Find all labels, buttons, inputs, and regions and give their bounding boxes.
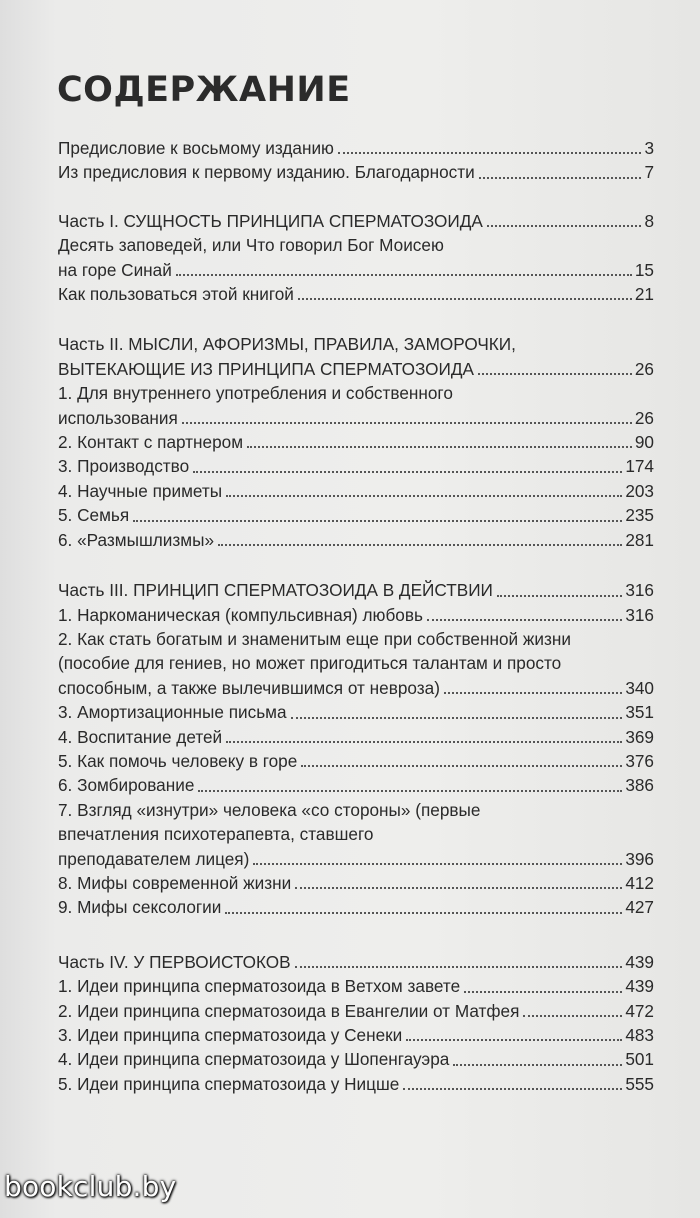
toc-entry [58,282,654,306]
dot-leader [298,298,632,300]
toc-entry-page: 376 [625,750,654,771]
toc-entry-title: на горе Синай [58,259,172,280]
toc-entry-page: 316 [625,604,654,625]
toc-entry-page: 427 [625,897,654,918]
toc-entry-title: 3. Идеи принципа сперматозоида у Сенеки [58,1025,403,1045]
toc-entry-page: 396 [625,848,654,869]
toc-entry-page: 235 [625,505,654,526]
dot-leader [226,741,622,743]
dot-leader [218,544,622,546]
dot-leader [193,471,622,473]
toc-entry-line: 7. Взгляд «изнутри» человека «со стороны» (первые [58,799,481,820]
toc-entry-line: (пособие для гениев, но может пригодиться талантам и просто [58,653,562,674]
toc-entry-title: 4. Научные приметы [58,480,223,501]
watermark: bookclub.by [4,1170,177,1203]
toc-entry-line: 2. Как стать богатым и знаменитым еще при собственной жизни [58,628,571,649]
toc-entry-title: 5. Как помочь человеку в горе [58,750,298,771]
part-heading-line: Часть II. МЫСЛИ, АФОРИЗМЫ, ПРАВИЛА, ЗАМОРОЧКИ, [58,334,516,355]
toc-entry-title: преподавателем лицея) [58,848,250,869]
part-heading-page: 8 [644,210,654,231]
part-heading-page: 439 [625,951,654,972]
toc-entry [58,1047,654,1071]
toc-entry-page: 483 [625,1025,654,1045]
dot-leader [253,863,622,865]
toc-entry [58,381,654,430]
toc-entry [58,871,654,895]
part-heading [58,332,654,381]
toc-entry [58,1072,654,1096]
toc-entry [58,725,654,749]
dot-leader [406,1039,622,1041]
page-title: СОДЕРЖАНИЕ [57,70,351,110]
toc-entry [58,479,654,503]
toc-entry [58,773,654,797]
dot-leader [176,274,632,276]
toc-entry [58,233,654,282]
dot-leader [479,177,642,179]
toc-entry [58,160,654,184]
toc-entry-title: 4. Идеи принципа сперматозоида у Шопенгауэра [58,1049,450,1070]
dot-leader [247,446,632,448]
toc-entry-page: 3 [644,138,654,158]
dot-leader [133,520,622,522]
part-heading-title: Часть I. СУЩНОСТЬ ПРИНЦИПА СПЕРМАТОЗОИДА [58,210,483,231]
part-heading-title: Часть IV. У ПЕРВОИСТОКОВ [58,951,291,972]
toc-entry-line: Десять заповедей, или Что говорил Бог Моисею [58,235,444,256]
toc-entry-page: 15 [634,259,654,280]
toc-entry-title: 5. Идеи принципа сперматозоида у Ницше [58,1073,400,1094]
toc-entry-title: способным, а также вылечившимся от невроза) [58,677,440,698]
toc-entry [58,528,654,552]
toc-entry-title: Как пользоваться этой книгой [58,284,294,305]
toc-entry [58,999,654,1023]
toc-entry-page: 174 [625,456,654,477]
toc-entry-title: 3. Амортизационные письма [58,702,287,723]
part-heading [58,578,654,602]
toc-entry-page: 351 [625,702,654,723]
toc-entry [58,895,654,919]
toc-entry [58,430,654,454]
toc-entry-title: 3. Производство [58,456,190,477]
toc-entry-page: 281 [625,529,654,550]
toc-entry [58,454,654,478]
dot-leader [226,495,622,497]
dot-leader [444,692,622,694]
toc-entry-title: Предисловие к восьмому изданию [58,138,334,158]
toc-entry-page: 412 [625,872,654,893]
toc-entry-title: 9. Мифы сексологии [58,897,222,918]
toc-entry-page: 501 [625,1049,654,1070]
part-heading [58,950,654,974]
dot-leader [295,887,622,889]
toc-entry [58,136,654,160]
toc-entry-page: 21 [634,284,654,305]
dot-leader [295,966,623,968]
part-heading [58,209,654,233]
toc-entry-title: 4. Воспитание детей [58,726,223,747]
toc-entry-title: 8. Мифы современной жизни [58,872,292,893]
toc-entry-title: 5. Семья [58,505,130,526]
toc-entry-page: 90 [634,432,654,453]
part-heading-page: 316 [625,580,654,601]
toc-entry-title: 1. Наркоманическая (компульсивная) любовь [58,604,423,625]
dot-leader [301,765,622,767]
dot-leader [523,1015,622,1017]
toc-entry [58,503,654,527]
part-heading-title: Часть III. ПРИНЦИП СПЕРМАТОЗОИДА В ДЕЙСТВИИ [58,580,493,601]
toc-entry-page: 555 [625,1073,654,1094]
dot-leader [487,225,642,227]
toc-entry-page: 203 [625,480,654,501]
toc-entry-page: 472 [625,1000,654,1021]
toc-entry [58,627,654,700]
dot-leader [497,595,622,597]
toc-entry-title: использования [58,407,178,428]
toc-entry [58,603,654,627]
part-heading-title: ВЫТЕКАЮЩИЕ ИЗ ПРИНЦИПА СПЕРМАТОЗОИДА [58,358,474,379]
dot-leader [338,152,642,154]
toc-entry [58,1023,654,1047]
dot-leader [453,1064,622,1066]
dot-leader [198,790,622,792]
dot-leader [225,912,622,914]
toc-entry-page: 369 [625,726,654,747]
part-heading-page: 26 [634,358,654,379]
dot-leader [182,422,632,424]
dot-leader [464,991,622,993]
toc-entry-title: 1. Идеи принципа сперматозоида в Ветхом завете [58,976,461,997]
toc-entry [58,974,654,998]
toc-entry-line: 1. Для внутреннего употребления и собственного [58,383,453,404]
toc-entry-title: Из предисловия к первому изданию. Благодарности [58,162,475,183]
dot-leader [427,619,622,621]
dot-leader [478,373,632,375]
toc-entry-title: 6. Зомбирование [58,775,195,796]
toc-entry-page: 340 [625,677,654,698]
toc-entry-title: 2. Идеи принципа сперматозоида в Евангелии от Матфея [58,1000,520,1021]
dot-leader [291,717,623,719]
toc-entry-title: 2. Контакт с партнером [58,432,244,453]
dot-leader [403,1088,622,1090]
toc-entry-page: 386 [625,775,654,796]
toc-entry-page: 439 [625,976,654,997]
toc-entry [58,749,654,773]
toc-entry [58,798,654,871]
toc-entry [58,700,654,724]
toc-entry-page: 26 [634,407,654,428]
toc-entry-page: 7 [644,162,654,183]
toc-entry-title: 6. «Размышлизмы» [58,529,215,550]
table-of-contents [58,136,654,1096]
toc-entry-line: впечатления психотерапевта, ставшего [58,824,374,845]
